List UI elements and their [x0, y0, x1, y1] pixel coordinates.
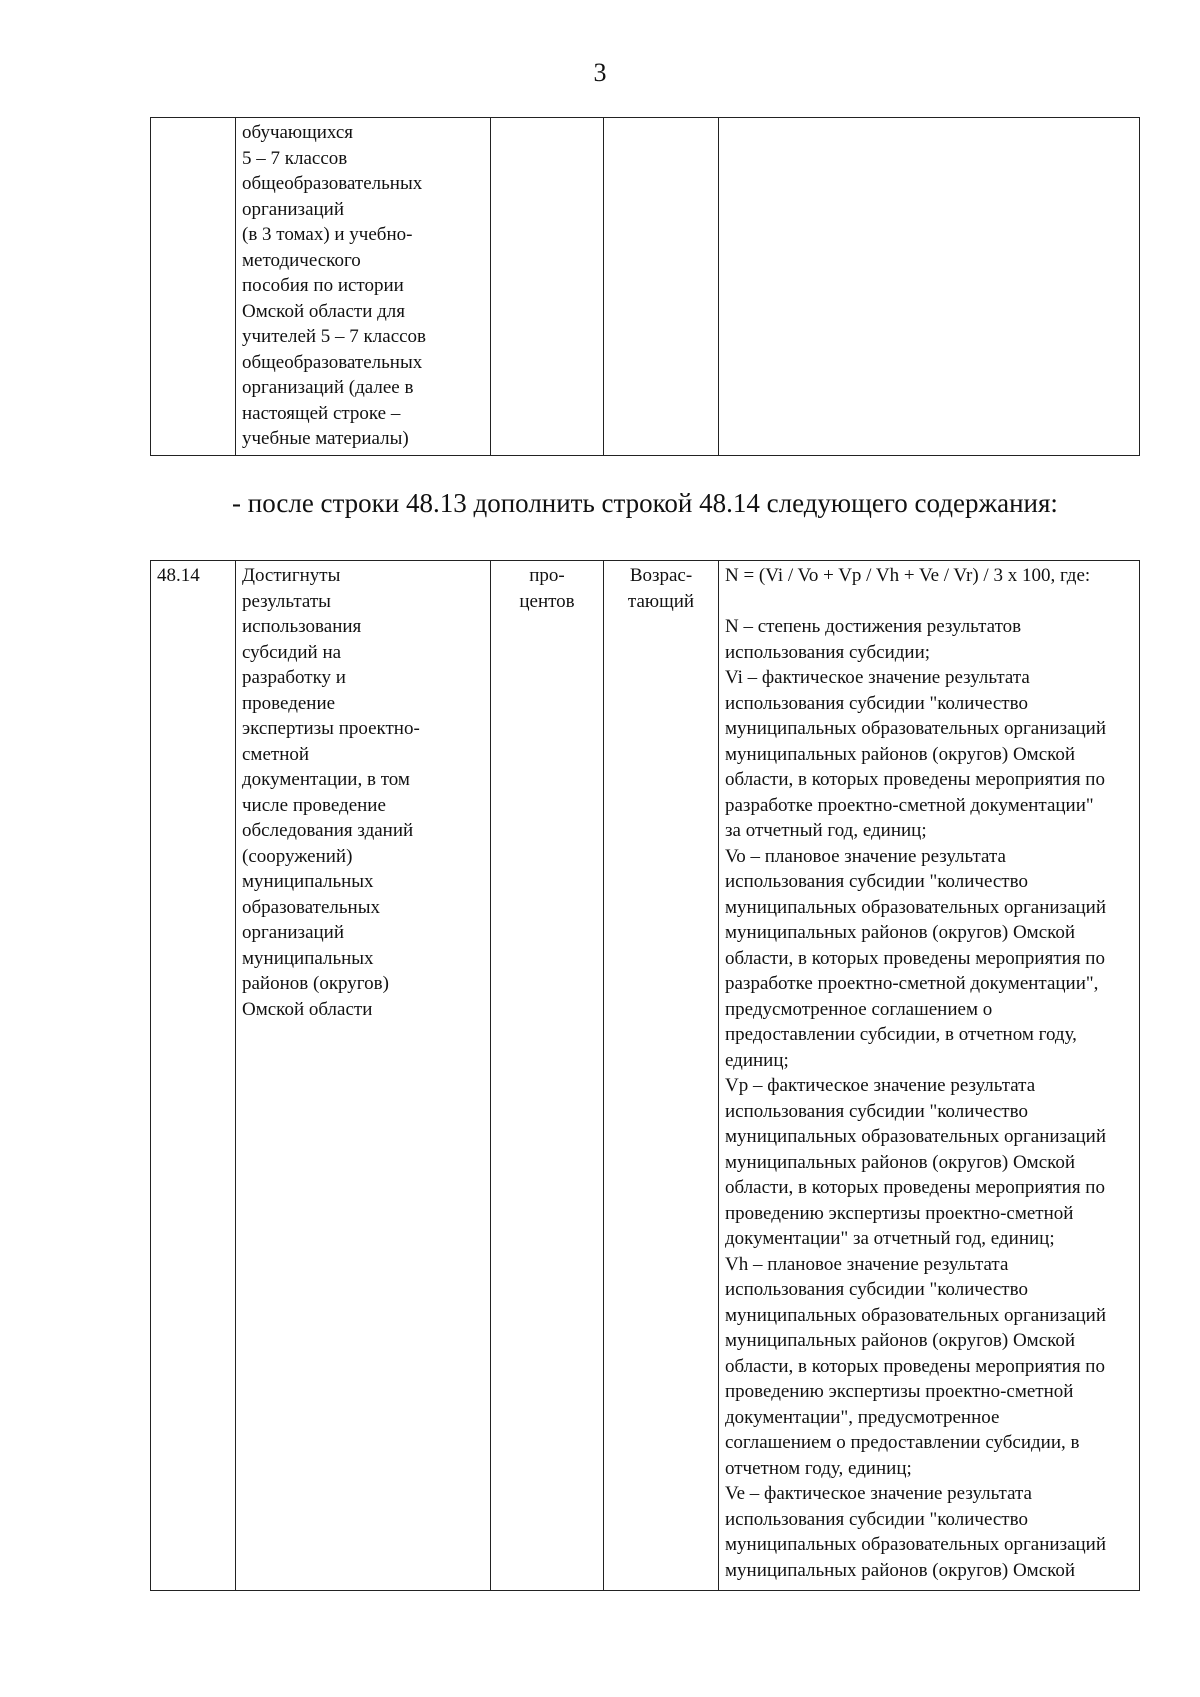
- cell-row-number: [151, 118, 236, 456]
- cell-formula: [719, 118, 1140, 456]
- cell-indicator-name: обучающихся 5 – 7 классов общеобразовательных организаций (в 3 томах) и учебно- методического пособия по истории Омской области для учителей 5 – 7 классов общеобразовательных организаций (далее в настоящей строке – учебные материалы): [236, 118, 491, 456]
- amendment-instruction: - после строки 48.13 дополнить строкой 48.14 следующего содержания:: [232, 488, 1058, 518]
- cell-formula: N = (Vi / Vo + Vp / Vh + Ve / Vr) / 3 x 100, где: N – степень достижения результатов использования субсидии; Vi – фактическое значение результата использования субсидии "количество муниципальных образовательных организаций муниципальных районов (округов) Омской области, в которых проведены мероприятия по разработке проектно-сметной документации" за отчетный год, единиц; Vo – плановое значение результата использования субсидии "количество муниципальных образовательных организаций муниципальных районов (округов) Омской области, в которых проведены мероприятия по разработке проектно-сметной документации", предусмотренное соглашением о предоставлении субсидии, в отчетном году, единиц; Vp – фактическое значение результата использования субсидии "количество муниципальных образовательных организаций муниципальных районов (округов) Омской области, в которых проведены мероприятия по проведению экспертизы проектно-сметной документации" за отчетный год, единиц; Vh – плановое значение результата использования субсидии "количество муниципальных образовательных организаций муниципальных районов (округов) Омской области, в которых проведены мероприятия по проведению экспертизы проектно-сметной документации", предусмотренное соглашением о предоставлении субсидии, в отчетном году, единиц; Ve – фактическое значение результата использования субсидии "количество муниципальных образовательных организаций муниципальных районов (округов) Омской: [719, 561, 1140, 1591]
- continued-table: [150, 117, 1140, 456]
- table-row: [151, 118, 1140, 456]
- page-number: 3: [593, 58, 607, 87]
- cell-trend: Возрас- тающий: [604, 561, 719, 1591]
- cell-row-number: 48.14: [151, 561, 236, 1591]
- cell-trend: [604, 118, 719, 456]
- cell-unit: про- центов: [491, 561, 604, 1591]
- table-row: [151, 561, 1140, 1591]
- cell-indicator-name: Достигнуты результаты использования субсидий на разработку и проведение экспертизы проектно- сметной документации, в том числе проведение обследования зданий (сооружений) муниципальных образовательных организаций муниципальных районов (округов) Омской области: [236, 561, 491, 1591]
- new-row-table: [150, 560, 1140, 1591]
- cell-unit: [491, 118, 604, 456]
